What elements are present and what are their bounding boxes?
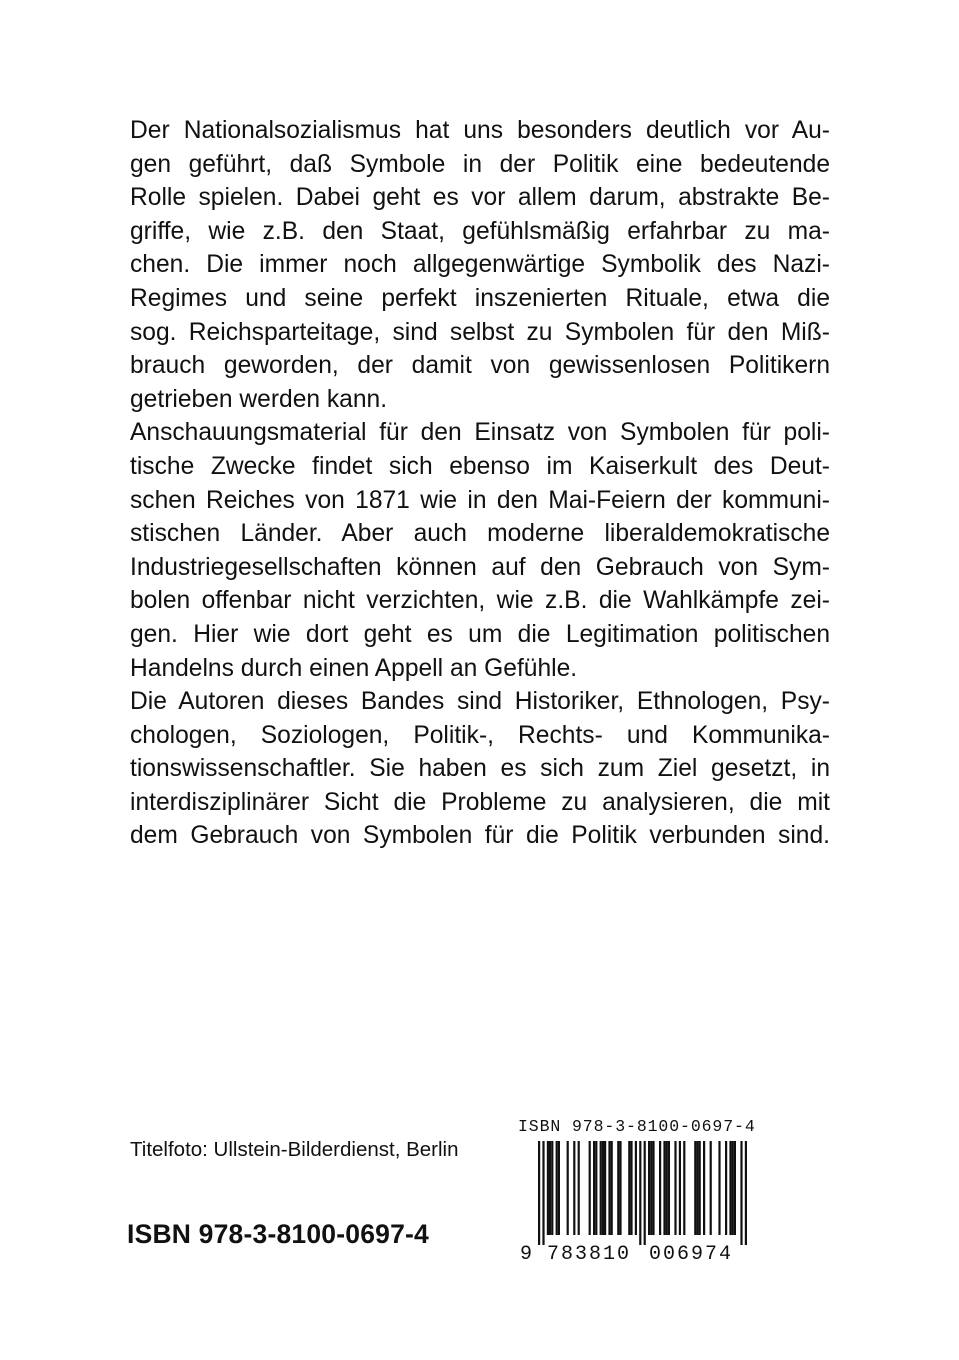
blurb-line: brauch geworden, der damit von gewissenlosen Politikern bbox=[130, 352, 830, 380]
barcode-bar bbox=[732, 1141, 734, 1235]
barcode-bar bbox=[683, 1141, 685, 1235]
barcode-bar bbox=[551, 1141, 553, 1235]
barcode-bar bbox=[617, 1141, 619, 1235]
barcode-isbn-text: ISBN 978-3-8100-0697-4 bbox=[518, 1117, 756, 1136]
barcode-bar bbox=[630, 1141, 632, 1235]
barcode-bar bbox=[578, 1141, 580, 1235]
barcode-bar bbox=[679, 1141, 681, 1235]
barcode-bar bbox=[663, 1141, 665, 1235]
blurb-line: gen. Hier wie dort geht es um die Legitimation politischen bbox=[130, 620, 830, 648]
barcode-bar bbox=[644, 1141, 646, 1245]
barcode-bar bbox=[538, 1141, 540, 1245]
barcode-bar bbox=[595, 1141, 597, 1235]
blurb-line: Anschauungsmaterial für den Einsatz von Symbolen für poli- bbox=[130, 419, 830, 447]
barcode-bar bbox=[666, 1141, 668, 1235]
barcode-bar bbox=[604, 1141, 606, 1235]
barcode-bar bbox=[547, 1141, 549, 1235]
barcode-icon bbox=[510, 1141, 770, 1267]
blurb-line: griffe, wie z.B. den Staat, gefühlsmäßig erfahrbar zu ma- bbox=[130, 217, 830, 245]
blurb-line: stischen Länder. Aber auch moderne liberaldemokratische bbox=[130, 520, 830, 548]
barcode-bar bbox=[696, 1141, 698, 1235]
blurb-line: interdisziplinärer Sicht die Probleme zu analysieren, die mit bbox=[130, 788, 830, 816]
barcode-bar bbox=[652, 1141, 654, 1235]
blurb-line: chologen, Soziologen, Politik-, Rechts- und Kommunika- bbox=[130, 721, 830, 749]
barcode-bar bbox=[602, 1141, 604, 1235]
blurb-line: dem Gebrauch von Symbolen für die Politik verbunden sind. bbox=[130, 822, 830, 850]
barcode-bar bbox=[556, 1141, 558, 1235]
barcode-bar bbox=[573, 1141, 575, 1235]
barcode-bar bbox=[668, 1141, 670, 1235]
barcode-bar bbox=[718, 1141, 720, 1235]
barcode-bar bbox=[740, 1141, 742, 1245]
blurb-line: tische Zwecke findet sich ebenso im Kaiserkult des Deut- bbox=[130, 452, 830, 480]
barcode-bar bbox=[628, 1141, 630, 1235]
blurb-line: chen. Die immer noch allgegenwärtige Symbolik des Nazi- bbox=[130, 251, 830, 279]
barcode-bar bbox=[703, 1141, 705, 1235]
blurb-line: Rolle spielen. Dabei geht es vor allem darum, abstrakte Be- bbox=[130, 184, 830, 212]
barcode-first-digit: 9 bbox=[520, 1243, 533, 1266]
blurb-line: getrieben werden kann. bbox=[130, 385, 388, 413]
photo-credit: Titelfoto: Ullstein-Bilderdienst, Berlin bbox=[130, 1138, 459, 1161]
barcode-bar bbox=[725, 1141, 727, 1235]
barcode-bar bbox=[729, 1141, 731, 1235]
barcode-right-digits: 006974 bbox=[649, 1243, 734, 1266]
blurb-line: gen geführt, daß Symbole in der Politik eine bedeutende bbox=[130, 150, 830, 178]
blurb-line: bolen offenbar nicht verzichten, wie z.B. die Wahlkämpfe zei- bbox=[130, 587, 830, 615]
blurb-line: Die Autoren dieses Bandes sind Historiker, Ethnologen, Psy- bbox=[130, 688, 830, 716]
barcode-bar bbox=[619, 1141, 621, 1235]
barcode-bar bbox=[659, 1141, 661, 1235]
blurb-line: sog. Reichsparteitage, sind selbst zu Symbolen für den Miß- bbox=[130, 318, 830, 346]
barcode-bar bbox=[694, 1141, 696, 1235]
barcode-bar bbox=[639, 1141, 641, 1245]
barcode-bar bbox=[542, 1141, 544, 1245]
barcode-bar bbox=[593, 1141, 595, 1235]
barcode-bar bbox=[699, 1141, 701, 1235]
blurb-line: tionswissenschaftler. Sie haben es sich zum Ziel gesetzt, in bbox=[130, 755, 830, 783]
blurb-line: Der Nationalsozialismus hat uns besonders deutlich vor Au- bbox=[130, 117, 830, 144]
barcode-bar bbox=[635, 1141, 637, 1235]
barcode-bar bbox=[611, 1141, 613, 1235]
barcode-bar bbox=[648, 1141, 650, 1235]
barcode-bar bbox=[674, 1141, 676, 1235]
barcode-bar bbox=[600, 1141, 602, 1235]
barcode-bar bbox=[734, 1141, 736, 1235]
barcode-bar bbox=[650, 1141, 652, 1235]
isbn-barcode bbox=[510, 1117, 770, 1267]
barcode-bar bbox=[589, 1141, 591, 1235]
barcode-bar bbox=[608, 1141, 610, 1235]
barcode-bar bbox=[710, 1141, 712, 1235]
barcode-bar bbox=[745, 1141, 747, 1245]
barcode-bar bbox=[558, 1141, 560, 1235]
blurb-line: Industriegesellschaften können auf den Gebrauch von Sym- bbox=[130, 553, 830, 581]
barcode-bar bbox=[549, 1141, 551, 1235]
barcode-bar bbox=[567, 1141, 569, 1235]
blurb-line: schen Reiches von 1871 wie in den Mai-Feiern der kommuni- bbox=[130, 486, 830, 514]
isbn-label: ISBN 978-3-8100-0697-4 bbox=[127, 1219, 429, 1249]
back-cover-blurb bbox=[130, 114, 830, 853]
blurb-line: Handelns durch einen Appell an Gefühle. bbox=[130, 654, 578, 682]
barcode-left-digits: 783810 bbox=[547, 1243, 632, 1266]
blurb-line: Regimes und seine perfekt inszenierten Rituale, etwa die bbox=[130, 284, 830, 312]
